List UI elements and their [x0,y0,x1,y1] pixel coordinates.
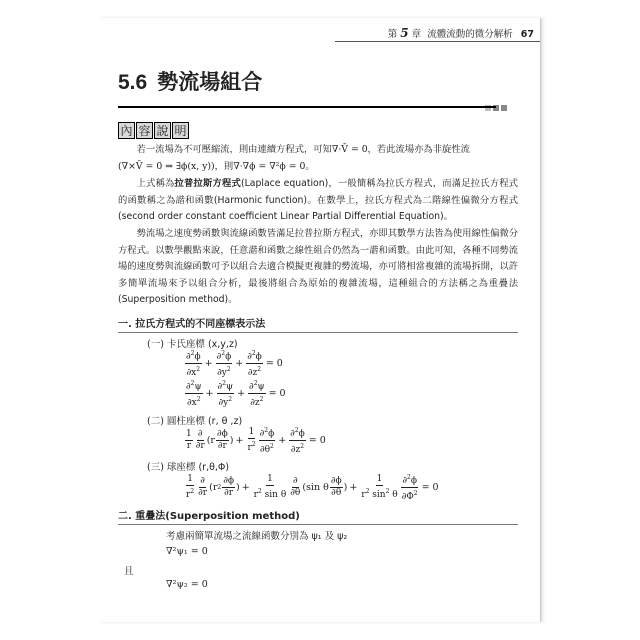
text: 上式稱為 [136,178,175,189]
cartesian-psi-equation: $\frac{\partial^2\psi}{\partial x^2}$ + $\frac{\partial^2\psi}{\partial y^2}$ + $\frac{\partial^2\psi}{\partial z^2}$ = 0 [186,380,286,408]
text: 若一流場為不可壓縮流，則由連續方程式，可知 [136,144,332,155]
superposition-eq2: ∇²ψ₂ = 0 [166,579,208,590]
superposition-text: 考慮兩簡單流場之流線函數分別為 ψ₁ 及 ψ₂ [166,531,348,542]
text: ，若此流場亦為非旋性流 [367,144,470,155]
chapter-prefix: 第 [387,29,398,40]
text: ，則 [214,160,234,172]
bold-term: 拉普拉斯方程式 [174,178,241,189]
section-title [118,66,262,96]
and-word: 且 [124,566,134,577]
book-page [100,18,541,622]
paragraph-2 [118,176,518,226]
inline-equation: ∇·V̄ = 0 [331,144,368,155]
cartesian-label: (一) 卡氏座標 (x,y,z) [147,339,238,350]
content-badge [118,122,190,139]
text: 。 [305,160,315,172]
section-title-text: 勢流場組合 [157,70,263,94]
heading-laplace-coordinates: 一. 拉氏方程式的不同座標表示法 [118,315,518,333]
chapter-title: 流體流動的微分解析 [427,29,513,40]
paragraph-1 [118,142,518,175]
paragraph-3: 勢流場之速度勢函數與流線函數皆滿足拉普拉斯方程式，亦即其數學方法皆為使用線性偏微分方程式。以數學觀點來說，任意諧和函數之線性組合仍然為一諧和函數。由此可知，各種不同勢流場的速度勢與流線函數可予以組合去適合模擬更複雜的勢流場，亦可將相當複雜的流場拆開，以許多簡單流場來予以組合分析，最後將組合為原始的複雜流場，這種組合的方法稱之為重疊法(Superposition method)。 [118,228,518,305]
spherical-label: (三) 球座標 (r,θ,Φ) [147,462,230,473]
running-header [335,26,540,42]
inline-equation: (∇×V̄ = 0 ⇒ ∃ϕ(x, y)) [118,160,215,172]
section-divider [118,106,496,108]
superposition-eq1: ∇²ψ₁ = 0 [166,546,208,557]
text: (Laplace equation)，一般簡稱為拉氏方程式，而滿足拉氏方程式的函數稱之為諧和函數(Harmonic function)。在數學上，拉氏方程式為二階線性偏微分方程式(second order constant coefficient Linear Partial Differential Equation)。 [118,178,518,222]
badge-char: 容 [136,122,153,139]
spherical-equation: $\frac{1}{r^2}$ $\frac{\partial}{\partial r}$ (r 2 $\frac{\partial\phi}{\partial r}$ ) + $\frac{1}{r^2 \sin \theta}$ $\frac{\partial}{\partial\theta}$ (sin θ $\frac{\partial\phi}{\partial\theta}$ ) + $\frac{1}{r^2 \sin^2 \theta}$ $\frac{\partial^2\phi}{\partial\Phi^2}$ = 0 [186,474,439,502]
badge-char: 內 [118,122,135,139]
badge-char: 說 [154,122,171,139]
cylindrical-equation: $\frac{1}{r}$ $\frac{\partial}{\partial r}$ (r $\frac{\partial\phi}{\partial r}$ ) + $\frac{1}{r^2}$ $\frac{\partial^2\phi}{\partial\theta^2}$ + $\frac{\partial^2\phi}{\partial z^2}$ = 0 [186,427,326,455]
section-number: 5.6 [118,71,148,94]
badge-char: 明 [172,122,189,139]
chapter-number: 5 [400,26,409,40]
chapter-suffix: 章 [411,29,422,40]
page-number: 67 [520,29,534,40]
cartesian-phi-equation: $\frac{\partial^2\phi}{\partial x^2}$ + $\frac{\partial^2\phi}{\partial y^2}$ + $\frac{\partial^2\phi}{\partial z^2}$ = 0 [186,350,283,378]
heading-superposition: 二. 重疊法(Superposition method) [118,507,518,525]
inline-equation: ∇·∇ϕ = ∇²ϕ = 0 [233,160,306,172]
cylindrical-label: (二) 圓柱座標 (r, θ ,z) [147,416,243,427]
